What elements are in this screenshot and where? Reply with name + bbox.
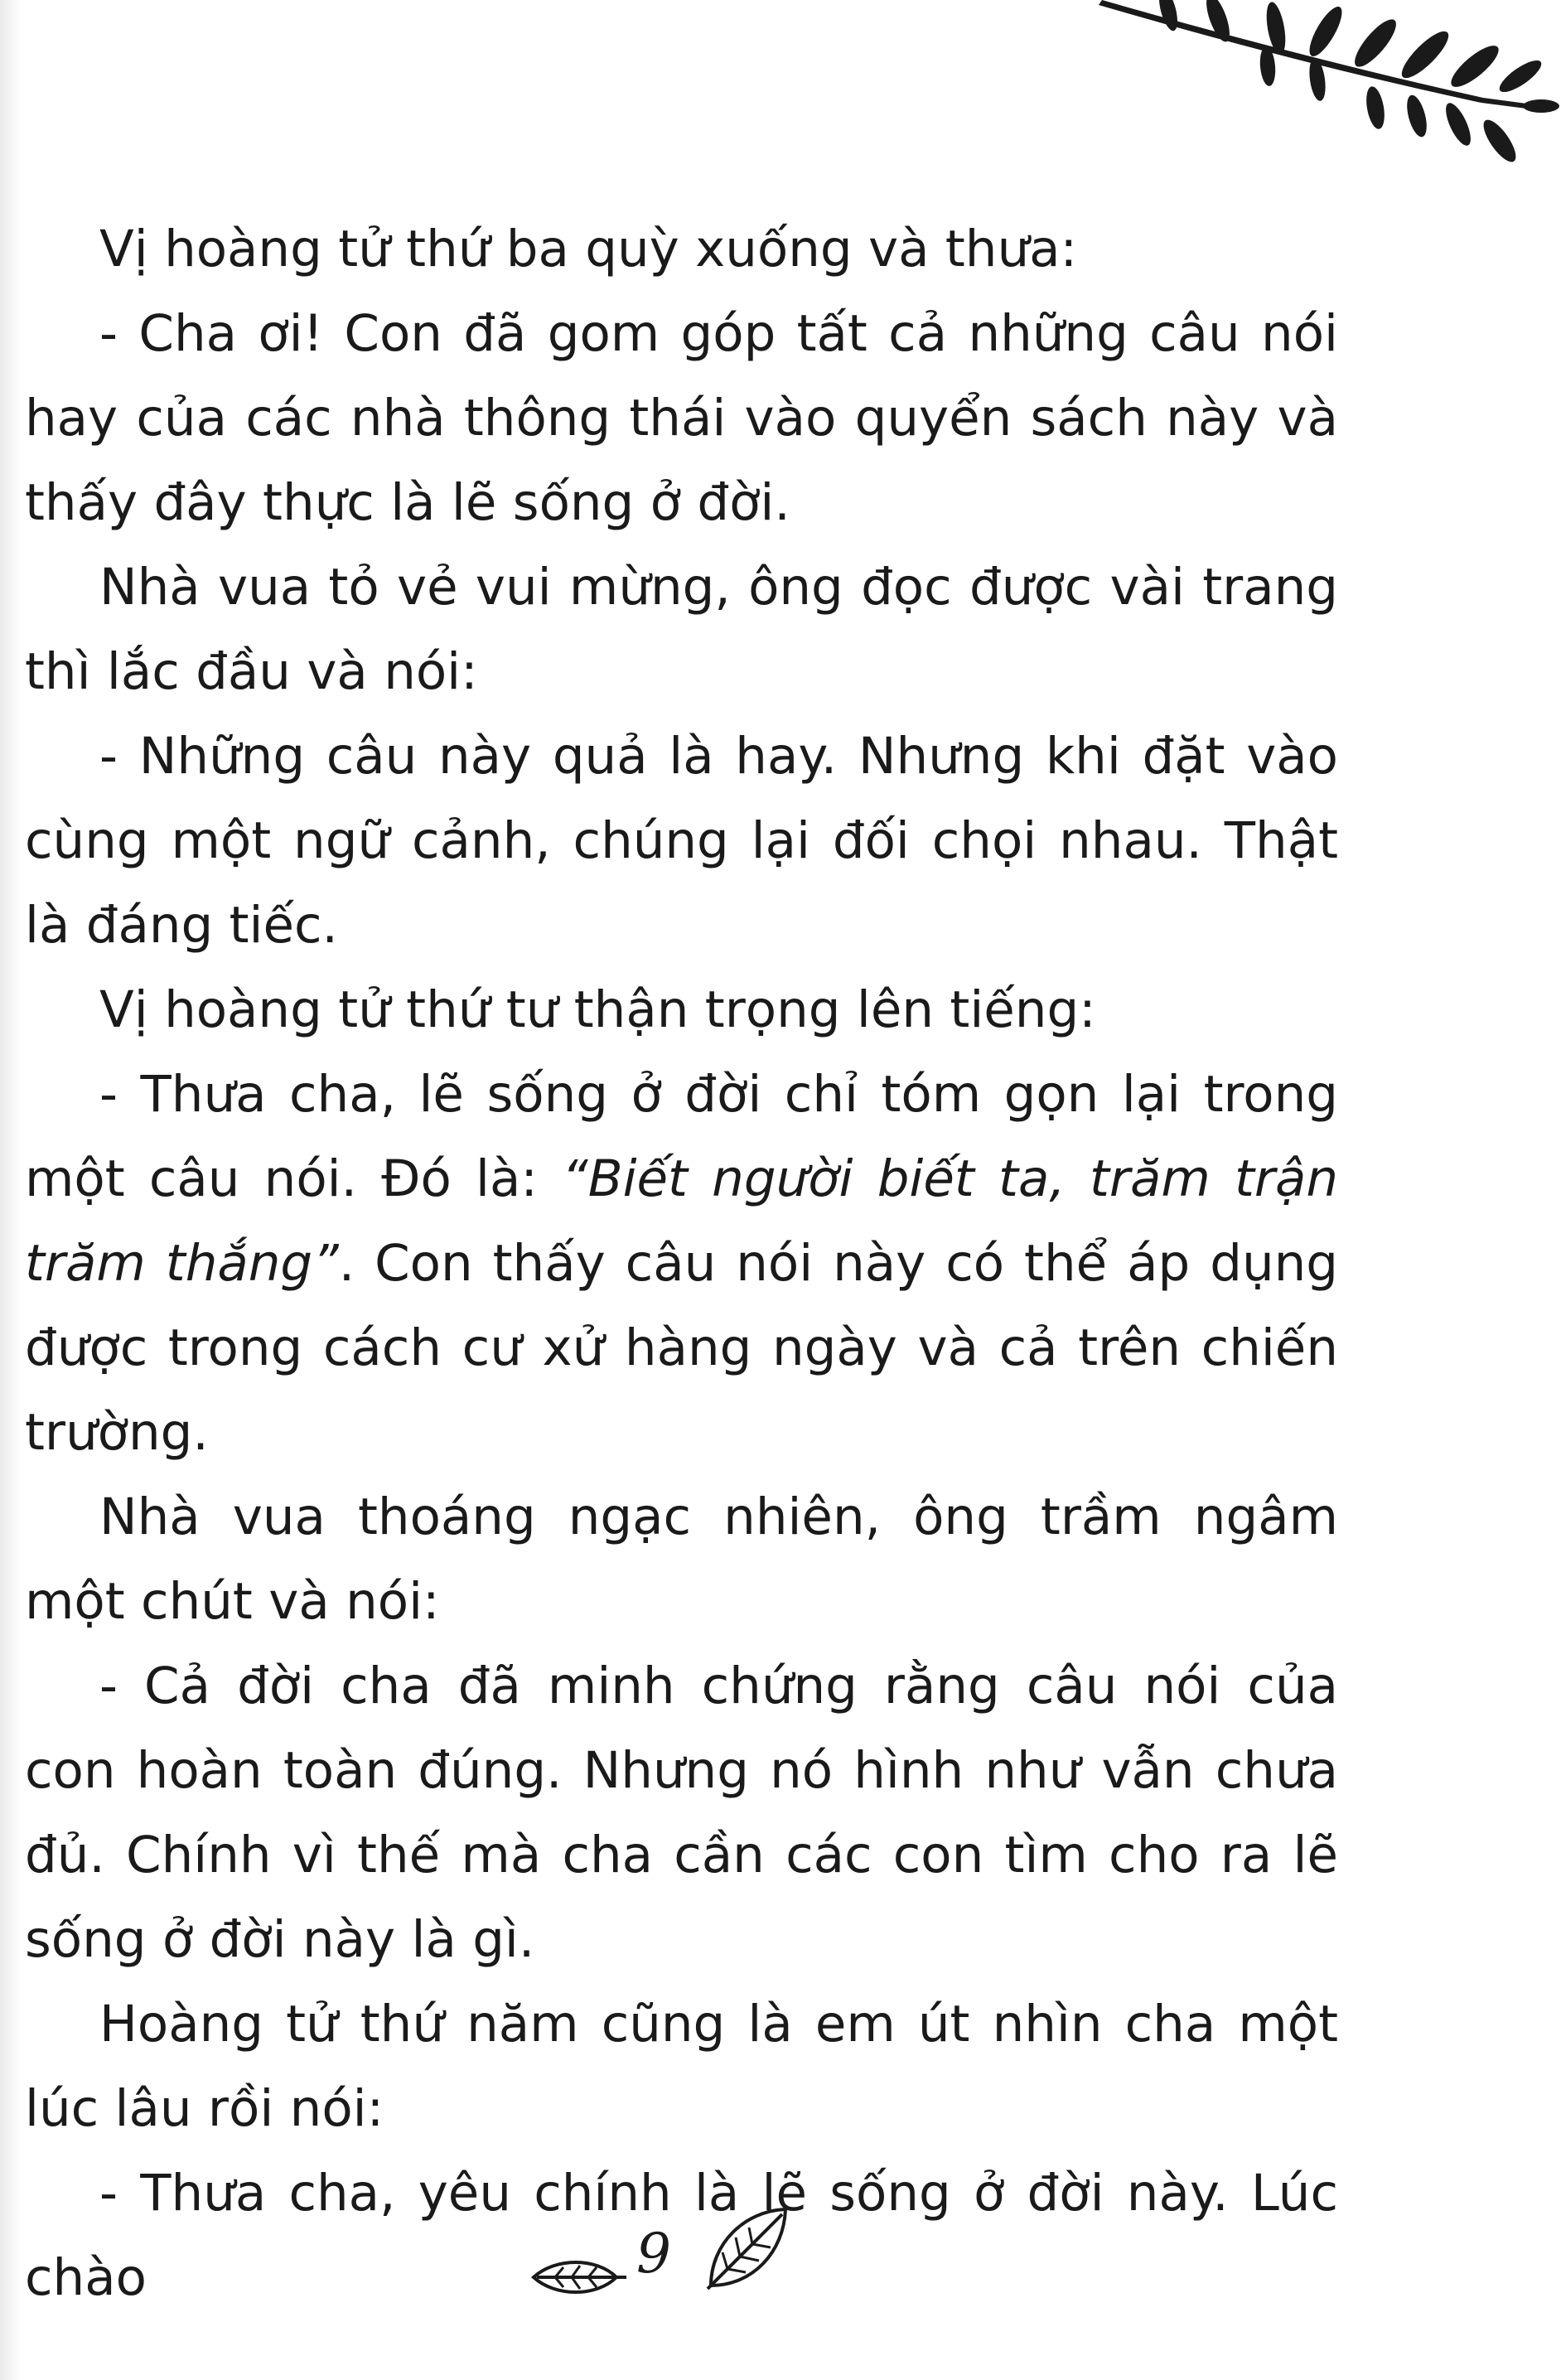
- paragraph: - Thưa cha, yêu chính là lẽ sống ở đời này. Lúc chào: [25, 2164, 1338, 2307]
- paragraph: Vị hoàng tử thứ ba quỳ xuống và thưa:: [99, 220, 1078, 278]
- page-footer: [0, 2196, 1561, 2320]
- paragraph: Nhà vua tỏ vẻ vui mừng, ông đọc được vài trang thì lắc đầu và nói:: [25, 558, 1338, 701]
- leaf-icon: [530, 2252, 630, 2302]
- paragraph: Hoàng tử thứ năm cũng là em út nhìn cha một lúc lâu rồi nói:: [25, 1995, 1338, 2138]
- vine-branch-icon: [1069, 0, 1561, 166]
- paragraph: - Cha ơi! Con đã gom góp tất cả những câu nói hay của các nhà thông thái vào quyển sách này và thấy đây thực là lẽ sống ở đời.: [25, 304, 1338, 532]
- paragraph: - Cả đời cha đã minh chứng rằng câu nói của con hoàn toàn đúng. Nhưng nó hình như vẫn chưa đủ. Chính vì thế mà cha cần các con tìm cho ra lẽ sống ở đời này là gì.: [25, 1657, 1338, 1969]
- page-number: 9: [636, 2222, 671, 2286]
- paragraph: - Những câu này quả là hay. Nhưng khi đặt vào cùng một ngữ cảnh, chúng lại đối chọi nhau. Thật là đáng tiếc.: [25, 727, 1338, 955]
- paragraph-text: . Con thấy câu nói này có thể áp dụng được trong cách cư xử hàng ngày và cả trên chiến trường.: [25, 1234, 1338, 1462]
- body-text: [25, 207, 1338, 2320]
- paragraph: Nhà vua thoáng ngạc nhiên, ông trầm ngâm một chút và nói:: [25, 1488, 1338, 1631]
- scan-edge-shadow: [0, 0, 22, 2380]
- italic-quote: “Biết người biết ta, trăm trận trăm thắng”: [25, 1149, 1339, 1293]
- paragraph: [25, 1052, 1338, 1475]
- leaf-outline-icon: [703, 2203, 794, 2294]
- paragraph-text: - Thưa cha, lẽ sống ở đời chỉ tóm gọn lại trong một câu nói. Đó là:: [25, 1065, 1338, 1208]
- paragraph: Vị hoàng tử thứ tư thận trọng lên tiếng:: [99, 980, 1096, 1039]
